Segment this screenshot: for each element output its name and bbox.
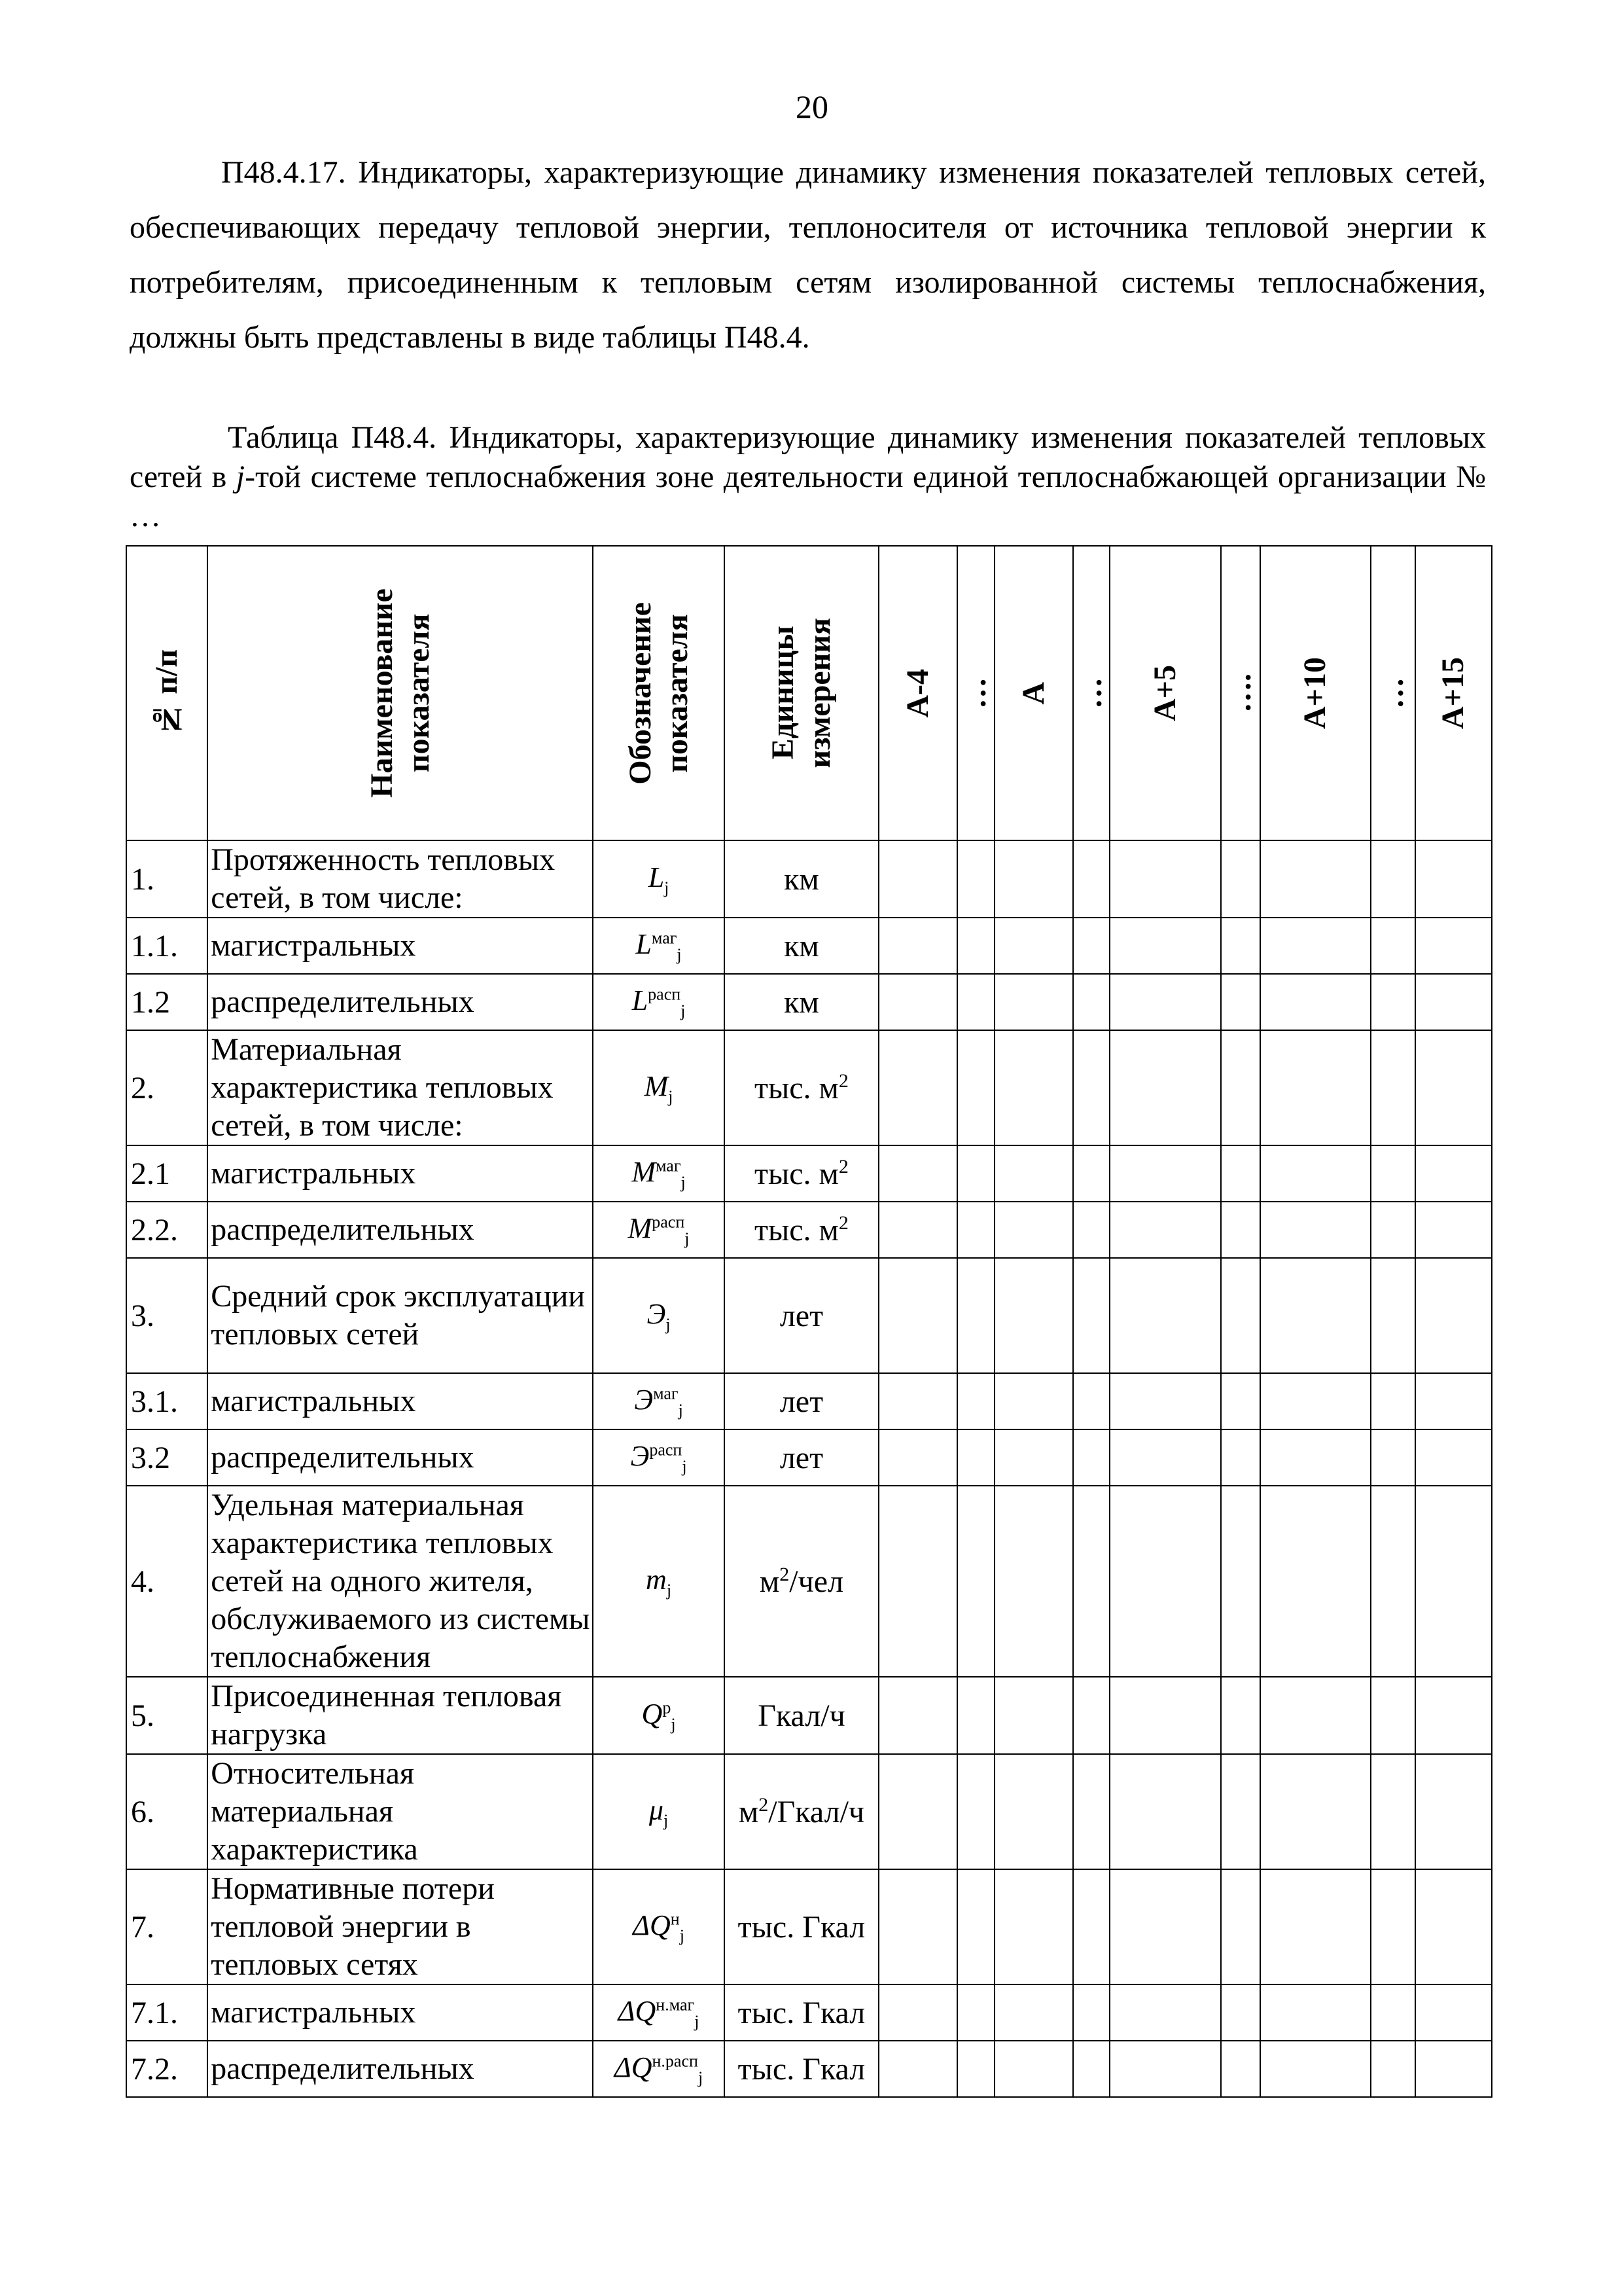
year-value-cell bbox=[957, 1984, 994, 2041]
year-value-cell bbox=[1415, 1145, 1492, 1202]
year-value-cell bbox=[1415, 1984, 1492, 2041]
indicator-symbol bbox=[593, 1869, 724, 1984]
year-value-cell bbox=[879, 1258, 957, 1373]
table-row bbox=[126, 1429, 1492, 1486]
year-value-cell bbox=[1260, 1258, 1370, 1373]
year-value-cell bbox=[1110, 974, 1221, 1030]
year-value-cell bbox=[1110, 1145, 1221, 1202]
symbol-base: ΔQ bbox=[633, 1909, 671, 1941]
year-value-cell bbox=[1073, 1030, 1110, 1145]
table-row bbox=[126, 974, 1492, 1030]
year-value-cell bbox=[1073, 974, 1110, 1030]
year-value-cell bbox=[1371, 1145, 1415, 1202]
year-value-cell bbox=[1221, 1869, 1260, 1984]
row-number: 1.2 bbox=[126, 974, 207, 1030]
year-value-cell bbox=[995, 1677, 1073, 1754]
header-num: № п/п bbox=[126, 546, 207, 840]
indicator-unit bbox=[724, 1373, 879, 1429]
header-name: Наименование показателя bbox=[207, 546, 593, 840]
year-value-cell bbox=[1073, 840, 1110, 918]
indicator-symbol bbox=[593, 1429, 724, 1486]
year-value-cell bbox=[879, 1145, 957, 1202]
symbol-subscript: j bbox=[666, 1580, 672, 1600]
unit-tail: /чел bbox=[789, 1564, 844, 1599]
symbol-subscript: j bbox=[694, 2011, 699, 2031]
year-value-cell bbox=[957, 1202, 994, 1258]
row-number: 3. bbox=[126, 1258, 207, 1373]
symbol-subscript: j bbox=[680, 1001, 686, 1020]
year-value-cell bbox=[1221, 1754, 1260, 1869]
year-value-cell bbox=[1073, 1429, 1110, 1486]
page-number: 20 bbox=[796, 88, 828, 125]
indicator-name: Удельная материальная характеристика тепловых сетей на одного жителя, обслуживаемого из системы теплоснабжения bbox=[207, 1486, 593, 1677]
symbol-base: m bbox=[646, 1563, 667, 1596]
header-year: А+5 bbox=[1110, 546, 1221, 840]
year-value-cell bbox=[1110, 1984, 1221, 2041]
year-value-cell bbox=[1260, 840, 1370, 918]
year-value-cell bbox=[1371, 1486, 1415, 1677]
indicator-symbol bbox=[593, 974, 724, 1030]
year-value-cell bbox=[1110, 918, 1221, 974]
unit-base: лет bbox=[779, 1384, 824, 1419]
year-value-cell bbox=[957, 1677, 994, 1754]
year-value-cell bbox=[879, 1429, 957, 1486]
year-value-cell bbox=[1221, 1373, 1260, 1429]
unit-superscript: 2 bbox=[838, 1211, 849, 1234]
row-number: 3.2 bbox=[126, 1429, 207, 1486]
year-value-cell bbox=[995, 1429, 1073, 1486]
year-value-cell bbox=[879, 1030, 957, 1145]
symbol-superscript: маг bbox=[653, 1383, 679, 1403]
table-row bbox=[126, 1486, 1492, 1677]
indicator-name: распределительных bbox=[207, 2041, 593, 2097]
indicator-name: магистральных bbox=[207, 1984, 593, 2041]
indicator-symbol bbox=[593, 1030, 724, 1145]
year-value-cell bbox=[879, 2041, 957, 2097]
caption-part-2: -той системе теплоснабжения зоне деятельности единой теплоснабжающей организации № … bbox=[130, 459, 1486, 533]
indicator-unit bbox=[724, 974, 879, 1030]
unit-base: тыс. м bbox=[754, 1070, 839, 1105]
row-number: 3.1. bbox=[126, 1373, 207, 1429]
row-number: 7. bbox=[126, 1869, 207, 1984]
year-value-cell bbox=[879, 918, 957, 974]
year-value-cell bbox=[1110, 1869, 1221, 1984]
unit-superscript: 2 bbox=[838, 1155, 849, 1177]
year-value-cell bbox=[1073, 1486, 1110, 1677]
unit-superscript: 2 bbox=[838, 1069, 849, 1092]
symbol-superscript: расп bbox=[652, 1211, 685, 1231]
indicator-name: Относительная материальная характеристика bbox=[207, 1754, 593, 1869]
table-row bbox=[126, 840, 1492, 918]
unit-base: тыс. Гкал bbox=[737, 1995, 866, 2030]
symbol-superscript: маг bbox=[656, 1155, 681, 1175]
year-value-cell bbox=[995, 918, 1073, 974]
symbol-subscript: j bbox=[665, 1314, 671, 1334]
year-value-cell bbox=[1073, 1258, 1110, 1373]
unit-base: м bbox=[738, 1794, 759, 1829]
unit-base: лет bbox=[779, 1440, 824, 1475]
year-value-cell bbox=[1415, 1486, 1492, 1677]
indicator-unit bbox=[724, 840, 879, 918]
year-value-cell bbox=[1260, 1486, 1370, 1677]
indicator-unit bbox=[724, 1202, 879, 1258]
unit-base: км bbox=[784, 984, 819, 1020]
year-value-cell bbox=[1221, 1677, 1260, 1754]
year-value-cell bbox=[995, 1869, 1073, 1984]
year-value-cell bbox=[957, 1373, 994, 1429]
year-value-cell bbox=[1371, 918, 1415, 974]
symbol-subscript: j bbox=[668, 1086, 673, 1106]
year-value-cell bbox=[995, 1486, 1073, 1677]
year-value-cell bbox=[1371, 1030, 1415, 1145]
table-row bbox=[126, 1869, 1492, 1984]
symbol-superscript: н.маг bbox=[656, 1994, 695, 2014]
indicator-unit bbox=[724, 1869, 879, 1984]
unit-base: лет bbox=[779, 1298, 824, 1333]
symbol-base: Q bbox=[641, 1697, 663, 1730]
table-row bbox=[126, 918, 1492, 974]
year-value-cell bbox=[1260, 1869, 1370, 1984]
indicator-symbol bbox=[593, 1373, 724, 1429]
header-year: … bbox=[1073, 546, 1110, 840]
year-value-cell bbox=[1110, 1486, 1221, 1677]
indicator-unit bbox=[724, 1429, 879, 1486]
year-value-cell bbox=[1371, 974, 1415, 1030]
year-value-cell bbox=[1415, 1202, 1492, 1258]
symbol-subscript: j bbox=[664, 878, 669, 897]
symbol-base: L bbox=[631, 984, 648, 1016]
year-value-cell bbox=[1415, 974, 1492, 1030]
year-value-cell bbox=[1371, 1429, 1415, 1486]
symbol-superscript: н.расп bbox=[652, 2051, 698, 2070]
year-value-cell bbox=[1371, 1984, 1415, 2041]
symbol-base: Э bbox=[634, 1383, 654, 1416]
year-value-cell bbox=[1371, 1202, 1415, 1258]
year-value-cell bbox=[1073, 1202, 1110, 1258]
symbol-base: L bbox=[648, 861, 665, 893]
year-value-cell bbox=[1221, 2041, 1260, 2097]
year-value-cell bbox=[957, 2041, 994, 2097]
year-value-cell bbox=[1415, 1373, 1492, 1429]
year-value-cell bbox=[879, 1486, 957, 1677]
year-value-cell bbox=[1415, 918, 1492, 974]
table-row bbox=[126, 1202, 1492, 1258]
indicator-symbol bbox=[593, 1677, 724, 1754]
table-body bbox=[126, 840, 1492, 2097]
year-value-cell bbox=[957, 1145, 994, 1202]
unit-superscript: 2 bbox=[779, 1563, 790, 1585]
year-value-cell bbox=[1260, 1373, 1370, 1429]
indicator-name: Нормативные потери тепловой энергии в тепловых сетях bbox=[207, 1869, 593, 1984]
symbol-subscript: j bbox=[671, 1714, 676, 1734]
year-value-cell bbox=[1371, 2041, 1415, 2097]
indicator-symbol bbox=[593, 1486, 724, 1677]
indicator-name: магистральных bbox=[207, 918, 593, 974]
indicator-unit bbox=[724, 2041, 879, 2097]
year-value-cell bbox=[1371, 1677, 1415, 1754]
year-value-cell bbox=[879, 1373, 957, 1429]
year-value-cell bbox=[1260, 1030, 1370, 1145]
year-value-cell bbox=[1260, 1754, 1370, 1869]
year-value-cell bbox=[1260, 1202, 1370, 1258]
year-value-cell bbox=[957, 1869, 994, 1984]
year-value-cell bbox=[1260, 1145, 1370, 1202]
row-number: 1.1. bbox=[126, 918, 207, 974]
indicator-unit bbox=[724, 1984, 879, 2041]
year-value-cell bbox=[995, 1030, 1073, 1145]
year-value-cell bbox=[1110, 1258, 1221, 1373]
year-value-cell bbox=[1110, 1202, 1221, 1258]
year-value-cell bbox=[879, 1754, 957, 1869]
year-value-cell bbox=[957, 1754, 994, 1869]
caption-part-1: Таблица П48.4. Индикаторы, характеризующие динамику изменения показателей тепловых сетей в bbox=[130, 420, 1486, 494]
symbol-base: M bbox=[644, 1069, 669, 1102]
year-value-cell bbox=[1073, 1373, 1110, 1429]
year-value-cell bbox=[957, 1486, 994, 1677]
unit-base: км bbox=[784, 861, 819, 897]
year-value-cell bbox=[1260, 974, 1370, 1030]
year-value-cell bbox=[1415, 1677, 1492, 1754]
year-value-cell bbox=[995, 1754, 1073, 1869]
header-unit: Единицы измерения bbox=[724, 546, 879, 840]
year-value-cell bbox=[1260, 2041, 1370, 2097]
year-value-cell bbox=[1221, 840, 1260, 918]
symbol-subscript: j bbox=[680, 1172, 686, 1192]
symbol-superscript: р bbox=[662, 1697, 671, 1717]
year-value-cell bbox=[1221, 918, 1260, 974]
indicator-name: магистральных bbox=[207, 1373, 593, 1429]
year-value-cell bbox=[957, 1258, 994, 1373]
year-value-cell bbox=[1110, 2041, 1221, 2097]
unit-base: Гкал/ч bbox=[758, 1698, 845, 1733]
year-value-cell bbox=[1110, 1754, 1221, 1869]
caption-variable: j bbox=[236, 459, 245, 494]
year-value-cell bbox=[1415, 1869, 1492, 1984]
indicator-symbol bbox=[593, 1984, 724, 2041]
indicator-name: распределительных bbox=[207, 974, 593, 1030]
indicator-symbol bbox=[593, 1202, 724, 1258]
year-value-cell bbox=[1073, 1145, 1110, 1202]
row-number: 2. bbox=[126, 1030, 207, 1145]
symbol-base: Э bbox=[630, 1439, 650, 1472]
unit-tail: /Гкал/ч bbox=[768, 1794, 865, 1829]
indicators-table bbox=[126, 545, 1492, 2098]
year-value-cell bbox=[957, 974, 994, 1030]
year-value-cell bbox=[995, 2041, 1073, 2097]
year-value-cell bbox=[1110, 1429, 1221, 1486]
table-caption bbox=[130, 418, 1486, 536]
year-value-cell bbox=[1221, 1984, 1260, 2041]
row-number: 7.2. bbox=[126, 2041, 207, 2097]
year-value-cell bbox=[1260, 1429, 1370, 1486]
year-value-cell bbox=[1073, 1869, 1110, 1984]
row-number: 6. bbox=[126, 1754, 207, 1869]
year-value-cell bbox=[1073, 1754, 1110, 1869]
row-number: 7.1. bbox=[126, 1984, 207, 2041]
symbol-base: μ bbox=[648, 1793, 663, 1826]
table-row bbox=[126, 1677, 1492, 1754]
row-number: 2.1 bbox=[126, 1145, 207, 1202]
year-value-cell bbox=[1221, 1486, 1260, 1677]
year-value-cell bbox=[1371, 1258, 1415, 1373]
year-value-cell bbox=[879, 974, 957, 1030]
indicator-unit bbox=[724, 1677, 879, 1754]
symbol-superscript: маг bbox=[651, 927, 677, 947]
year-value-cell bbox=[1415, 1429, 1492, 1486]
header-year: А+10 bbox=[1260, 546, 1370, 840]
symbol-superscript: расп bbox=[649, 1439, 682, 1459]
symbol-subscript: j bbox=[678, 1400, 683, 1420]
table-row bbox=[126, 1754, 1492, 1869]
unit-base: м bbox=[759, 1564, 780, 1599]
table-row bbox=[126, 2041, 1492, 2097]
symbol-base: M bbox=[631, 1155, 656, 1188]
symbol-subscript: j bbox=[697, 2068, 703, 2087]
row-number: 2.2. bbox=[126, 1202, 207, 1258]
indicator-name: Протяженность тепловых сетей, в том числе: bbox=[207, 840, 593, 918]
symbol-base: ΔQ bbox=[618, 1994, 656, 2027]
year-value-cell bbox=[1110, 1677, 1221, 1754]
year-value-cell bbox=[995, 1145, 1073, 1202]
year-value-cell bbox=[1415, 2041, 1492, 2097]
indicator-name: распределительных bbox=[207, 1202, 593, 1258]
indicator-unit bbox=[724, 1486, 879, 1677]
row-number: 4. bbox=[126, 1486, 207, 1677]
year-value-cell bbox=[1371, 1869, 1415, 1984]
indicator-name: Присоединенная тепловая нагрузка bbox=[207, 1677, 593, 1754]
indicator-unit bbox=[724, 1030, 879, 1145]
year-value-cell bbox=[879, 1677, 957, 1754]
unit-base: тыс. Гкал bbox=[737, 1909, 866, 1945]
year-value-cell bbox=[1221, 1258, 1260, 1373]
year-value-cell bbox=[1110, 840, 1221, 918]
table-row bbox=[126, 1373, 1492, 1429]
symbol-superscript: н bbox=[670, 1909, 680, 1928]
year-value-cell bbox=[1371, 1373, 1415, 1429]
year-value-cell bbox=[1221, 1429, 1260, 1486]
year-value-cell bbox=[1073, 2041, 1110, 2097]
indicator-name: Материальная характеристика тепловых сетей, в том числе: bbox=[207, 1030, 593, 1145]
year-value-cell bbox=[957, 918, 994, 974]
year-value-cell bbox=[995, 1202, 1073, 1258]
year-value-cell bbox=[879, 1869, 957, 1984]
symbol-superscript: расп bbox=[648, 984, 681, 1003]
header-year: А+15 bbox=[1415, 546, 1492, 840]
year-value-cell bbox=[995, 1373, 1073, 1429]
table-row bbox=[126, 1145, 1492, 1202]
year-value-cell bbox=[1371, 840, 1415, 918]
unit-base: км bbox=[784, 928, 819, 963]
year-value-cell bbox=[995, 840, 1073, 918]
indicator-symbol bbox=[593, 840, 724, 918]
table-header-row bbox=[126, 546, 1492, 840]
symbol-base: ΔQ bbox=[614, 2051, 652, 2083]
symbol-base: Э bbox=[646, 1297, 666, 1330]
year-value-cell bbox=[1415, 1754, 1492, 1869]
indicator-unit bbox=[724, 918, 879, 974]
year-value-cell bbox=[995, 1258, 1073, 1373]
year-value-cell bbox=[1221, 1145, 1260, 1202]
symbol-subscript: j bbox=[679, 1926, 684, 1945]
year-value-cell bbox=[1073, 1677, 1110, 1754]
header-symbol: Обозначение показателя bbox=[593, 546, 724, 840]
symbol-subscript: j bbox=[663, 1810, 669, 1830]
section-paragraph: П48.4.17. Индикаторы, характеризующие динамику изменения показателей тепловых сетей, обеспечивающих передачу тепловой энергии, теплоносителя от источника тепловой энергии к потребителям, присоединенным к тепловым сетям изолированной системы теплоснабжения, должны быть представлены в виде таблицы П48.4. bbox=[130, 155, 1486, 355]
row-number: 1. bbox=[126, 840, 207, 918]
year-value-cell bbox=[995, 1984, 1073, 2041]
indicator-name: магистральных bbox=[207, 1145, 593, 1202]
symbol-base: M bbox=[627, 1211, 652, 1244]
symbol-base: L bbox=[635, 927, 652, 960]
year-value-cell bbox=[1221, 974, 1260, 1030]
unit-superscript: 2 bbox=[758, 1793, 769, 1816]
table-row bbox=[126, 1030, 1492, 1145]
year-value-cell bbox=[1221, 1030, 1260, 1145]
indicator-symbol bbox=[593, 1258, 724, 1373]
symbol-subscript: j bbox=[682, 1456, 687, 1476]
indicator-name: Средний срок эксплуатации тепловых сетей bbox=[207, 1258, 593, 1373]
table-row bbox=[126, 1258, 1492, 1373]
year-value-cell bbox=[1260, 1677, 1370, 1754]
year-value-cell bbox=[957, 840, 994, 918]
indicator-unit bbox=[724, 1145, 879, 1202]
indicator-name: распределительных bbox=[207, 1429, 593, 1486]
year-value-cell bbox=[1110, 1030, 1221, 1145]
year-value-cell bbox=[1415, 840, 1492, 918]
year-value-cell bbox=[879, 840, 957, 918]
unit-base: тыс. м bbox=[754, 1212, 839, 1247]
year-value-cell bbox=[879, 1984, 957, 2041]
indicator-symbol bbox=[593, 2041, 724, 2097]
row-number: 5. bbox=[126, 1677, 207, 1754]
table-row bbox=[126, 1984, 1492, 2041]
year-value-cell bbox=[1073, 918, 1110, 974]
header-year: …. bbox=[1221, 546, 1260, 840]
indicator-symbol bbox=[593, 1145, 724, 1202]
year-value-cell bbox=[995, 974, 1073, 1030]
header-year: А bbox=[995, 546, 1073, 840]
year-value-cell bbox=[1221, 1202, 1260, 1258]
header-year: А-4 bbox=[879, 546, 957, 840]
indicator-unit bbox=[724, 1258, 879, 1373]
indicator-unit bbox=[724, 1754, 879, 1869]
year-value-cell bbox=[1260, 918, 1370, 974]
symbol-subscript: j bbox=[677, 944, 682, 964]
unit-base: тыс. м bbox=[754, 1156, 839, 1191]
year-value-cell bbox=[1415, 1030, 1492, 1145]
header-year: … bbox=[1371, 546, 1415, 840]
year-value-cell bbox=[879, 1202, 957, 1258]
year-value-cell bbox=[1415, 1258, 1492, 1373]
indicator-symbol bbox=[593, 1754, 724, 1869]
year-value-cell bbox=[957, 1429, 994, 1486]
year-value-cell bbox=[1073, 1984, 1110, 2041]
year-value-cell bbox=[1260, 1984, 1370, 2041]
indicator-symbol bbox=[593, 918, 724, 974]
year-value-cell bbox=[957, 1030, 994, 1145]
header-year: … bbox=[957, 546, 994, 840]
unit-base: тыс. Гкал bbox=[737, 2051, 866, 2087]
year-value-cell bbox=[1371, 1754, 1415, 1869]
year-value-cell bbox=[1110, 1373, 1221, 1429]
symbol-subscript: j bbox=[684, 1229, 690, 1248]
